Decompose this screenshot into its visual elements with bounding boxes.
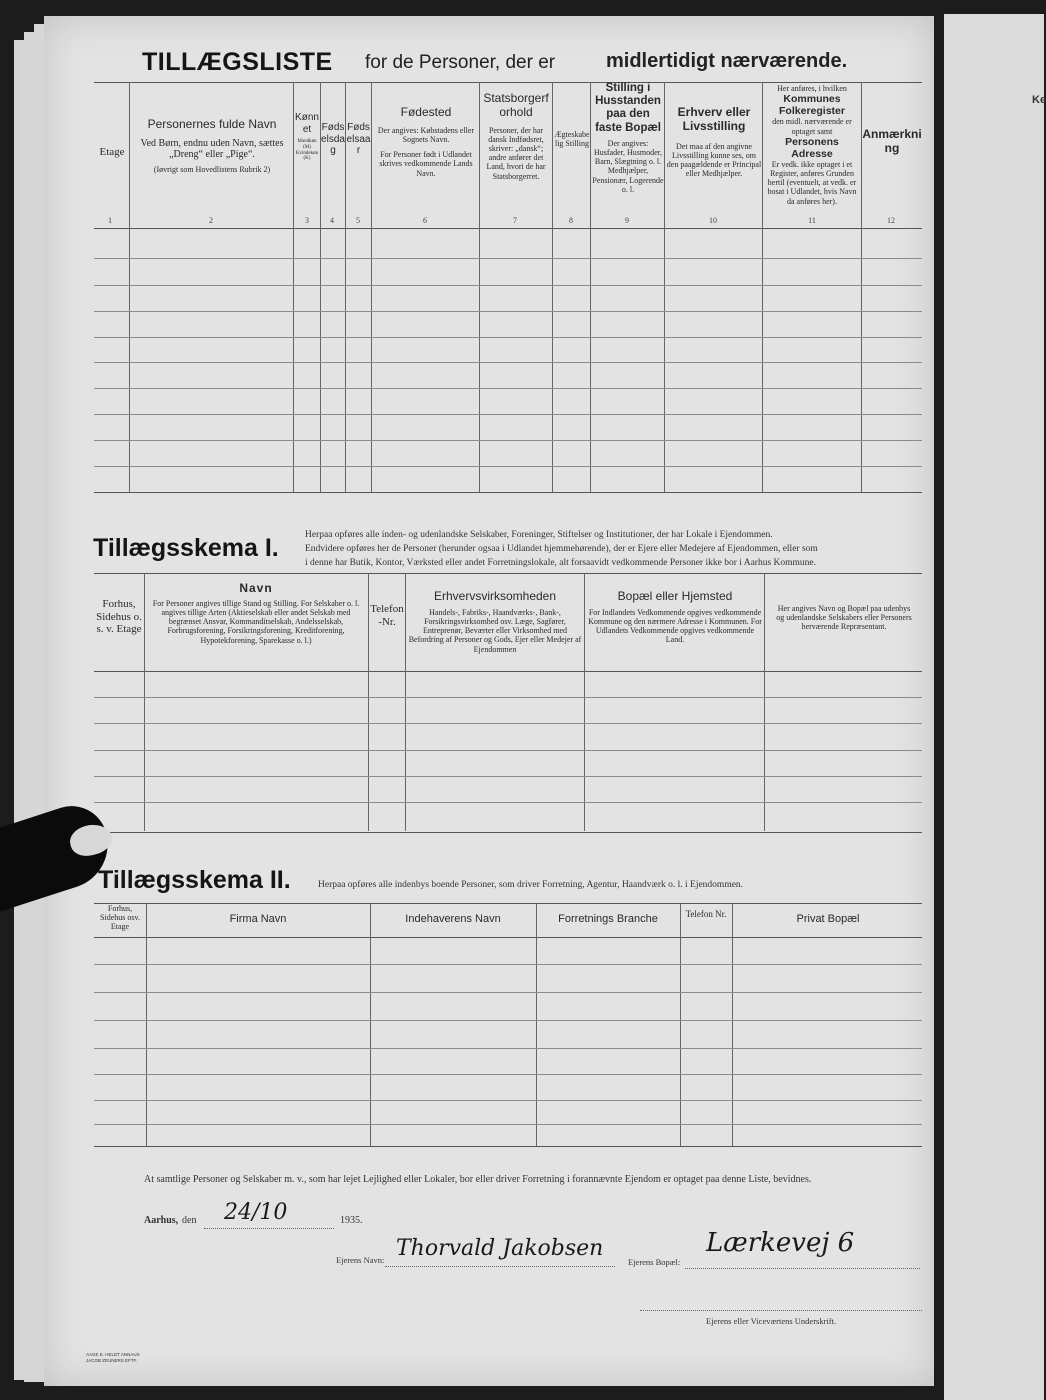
table-row-line (94, 388, 922, 389)
table-row-line (94, 337, 922, 338)
skema1-text-line1: Herpaa opføres alle inden- og udenlandske Selskaber, Foreninger, Stiftelser og Institutioner, der har Lokale i Ejendommen. (305, 530, 773, 540)
main-table-top (94, 82, 922, 83)
col-navn-note2: (Iøvrigt som Hovedlistens Rubrik 2) (153, 164, 271, 174)
col-divider (536, 903, 537, 1146)
table-row-line (94, 258, 922, 259)
skema2-col-etage: Forhus, Sidehus osv. Etage (100, 904, 140, 932)
main-table-bottom (94, 492, 922, 493)
main-title-right: midlertidigt nærværende. (606, 50, 848, 72)
skema1-col-navn-note: For Personer angives tillige Stand og Stilling. For Selskaber o. l. angives tillige Arten (Aktieselskab eller andet Selskab med begrænset Ansvar, Kommanditselskab, Andelsselskab, Forbrugsforening, Forsikringsforening, Kreditforening, Hypotekforening, Sparekasse o. l.) (152, 598, 360, 645)
skema2-col-branche: Forretnings Branche (558, 913, 658, 925)
skema1-col-bopael (587, 590, 763, 645)
skema1-col-erhverv (408, 590, 582, 654)
col-folkeregister-title2: Personens Adresse (785, 135, 839, 160)
printer-imprint: AAGE E. HELDT ANNAUS JACOB ZEUNERS EFTF. (86, 1352, 140, 1363)
skema1-text (305, 529, 925, 570)
main-table-header-bottom (94, 228, 922, 229)
skema1-header-bottom (94, 671, 922, 672)
signature-line (640, 1310, 922, 1311)
signature-caption: Ejerens eller Viceværtens Underskrift. (706, 1316, 837, 1326)
owner-address-label: Ejerens Bopæl: (628, 1257, 681, 1267)
table-row-line (94, 414, 922, 415)
col-fodested-note2: For Personer født i Udlandet skrives vedkommende Lands Navn. (379, 150, 473, 178)
col-divider (405, 573, 406, 831)
skema2-col-privat-bopael: Privat Bopæl (796, 913, 860, 925)
col-navn-note: Ved Børn, endnu uden Navn, sættes „Dreng“ eller „Pige“. (140, 137, 284, 161)
declaration-text: At samtlige Personer og Selskaber m. v., som har lejet Lejlighed eller Lokaler, bor eller driver Forretning i forannævnte Ejendom er optaget paa denne Liste, bevidnes. (144, 1174, 812, 1185)
skema1-col-bopael-title: Bopæl eller Hjemsted (617, 589, 733, 603)
table-row-line (94, 466, 922, 467)
col-anmaerkning-header: Anmærkning (862, 127, 922, 155)
col-statsborger-header (481, 92, 551, 181)
col-folkeregister-pre: Her anføres, i hvilken (777, 84, 847, 93)
col-folkeregister-header (764, 84, 860, 206)
main-title: TILLÆGSLISTE (142, 48, 333, 76)
table-row-line (94, 964, 922, 965)
skema2-table-bottom (94, 1146, 922, 1147)
date-line (204, 1228, 334, 1229)
col-navn-header (132, 118, 292, 174)
table-row-line (94, 440, 922, 441)
col-divider (129, 82, 130, 492)
skema2-text: Herpaa opføres alle indenbys boende Personer, som driver Forretning, Agentur, Haandværk o. l. i Ejendommen. (318, 880, 744, 890)
skema1-text-line3: i denne har Butik, Kontor, Værksted eller andet Forretningslokale, alt forsaavidt vedkommende Personer ikke bor i Aarhus Kommune. (305, 557, 817, 568)
col-fodested-note: Der angives: Købstadens eller Sognets Navn. (377, 125, 475, 144)
owner-name-signature: Thorvald Jakobsen (396, 1236, 604, 1261)
table-row-line (94, 697, 922, 698)
col-number: 5 (356, 216, 360, 225)
skema1-table-bottom (94, 832, 922, 833)
col-number: 3 (305, 216, 309, 225)
table-row-line (94, 750, 922, 751)
col-number: 1 (108, 216, 112, 225)
col-fodested-header (374, 106, 478, 178)
skema1-col-erhverv-note: Handels-, Fabriks-, Haandværks-, Bank-, Forsikringsvirksomhed osv. Læge, Sagfører, Entreprenør, Beværter eller Virksomhed med Befordring af Personer og Gods, Ejer eller Medejer af Ejendommen (408, 607, 582, 654)
skema2-title: Tillægsskema II. (98, 866, 291, 894)
col-number: 8 (569, 216, 573, 225)
skema2-col-indehaver: Indehaverens Navn (405, 913, 501, 925)
col-divider (584, 573, 585, 831)
col-divider (144, 573, 145, 831)
facing-page (944, 14, 1044, 1400)
table-row-line (94, 311, 922, 312)
col-erhverv-note: Det maa af den angivne Livsstilling kunne ses, om den paagældende er Principal eller Medhjælper. (666, 141, 762, 179)
skema1-text-line2: Endvidere opføres her de Personer (herunder ogsaa i Udlandet hjemmehørende), der er Ejere eller Medejere af Ejendommen, eller som (305, 543, 818, 554)
table-row-line (94, 1074, 922, 1075)
owner-name-line (385, 1266, 615, 1267)
skema1-col-telefon: Telefon-Nr. (370, 603, 404, 628)
col-fodselsdag-header: Fødselsdag (321, 122, 345, 156)
col-number: 4 (330, 216, 334, 225)
table-row-line (94, 285, 922, 286)
col-number: 2 (209, 216, 213, 225)
table-row-line (94, 1048, 922, 1049)
skema1-col-etage: Forhus, Sidehus o. s. v. Etage (96, 598, 142, 636)
owner-address-line (685, 1268, 920, 1269)
col-kon-note: Mandkøn (M) Kvindekøn (K) (295, 139, 319, 162)
skema1-table-top (94, 573, 922, 574)
place-label: Aarhus, (144, 1215, 179, 1226)
col-stilling-note: Der angives: Husfader, Husmoder, Barn, Slægtning o. l. Medhjælper, Pensionær, Logerende o. l. (592, 138, 664, 194)
col-divider (762, 82, 763, 492)
col-number: 7 (513, 216, 517, 225)
table-row-line (94, 723, 922, 724)
col-divider (764, 573, 765, 831)
table-row-line (94, 992, 922, 993)
col-divider (552, 82, 553, 492)
facing-page-fragment: Ke (1032, 94, 1046, 106)
col-erhverv-title: Erhverv eller Livsstilling (677, 105, 751, 133)
col-folkeregister-note: den midl. nærværende er optaget samt (772, 117, 852, 136)
col-fodselsaar-header: Fødselsaar (346, 122, 371, 156)
col-erhverv-header (666, 106, 762, 178)
col-kon-header (294, 112, 320, 162)
owner-name-label: Ejerens Navn: (336, 1255, 385, 1265)
col-divider (479, 82, 480, 492)
col-etage-header: Etage (99, 146, 125, 158)
table-row-line (94, 776, 922, 777)
skema2-col-telefon: Telefon Nr. (685, 909, 727, 919)
col-fodested-title: Fødested (400, 105, 452, 119)
table-row-line (94, 802, 922, 803)
skema1-col-navn-title: Navn (239, 581, 273, 595)
table-row-line (94, 362, 922, 363)
col-folkeregister-title: Kommunes Folkeregister (779, 93, 845, 118)
skema1-col-erhverv-title: Erhvervsvirksomheden (433, 589, 557, 603)
table-row-line (94, 1100, 922, 1101)
col-navn-title: Personernes fulde Navn (147, 117, 277, 131)
col-number: 11 (808, 216, 816, 225)
col-aegteskab-header: Ægteskabelig Stilling (554, 130, 590, 149)
table-row-line (94, 1020, 922, 1021)
col-divider (664, 82, 665, 492)
skema1-col-bopael-note: For Indlandets Vedkommende opgives vedkommende Kommune og den nærmere Adresse i Kommunen. For Udlandets Vedkommende opgives vedkommende Land. (588, 607, 762, 645)
col-divider (732, 903, 733, 1146)
skema1-col-navn (150, 582, 362, 645)
col-stilling-title: Stilling i Husstanden paa den faste Bopæl (595, 82, 661, 134)
skema1-title: Tillægsskema I. (93, 534, 279, 562)
col-divider (370, 903, 371, 1146)
col-divider (146, 903, 147, 1146)
year-label: 1935. (340, 1215, 363, 1226)
skema2-col-firma: Firma Navn (229, 913, 287, 925)
col-statsborger-title: Statsborgerforhold (483, 91, 549, 119)
col-divider (371, 82, 372, 492)
den-label: den (182, 1215, 197, 1226)
col-divider (680, 903, 681, 1146)
date-handwritten: 24/10 (224, 1200, 288, 1225)
table-row-line (94, 1124, 922, 1125)
col-folkeregister-note2: Er vedk. ikke optaget i et Register, anføres Grunden hertil (eventuelt, at vedk. er bosat i Udlandet, hvis Navn da anføres her). (767, 159, 857, 206)
col-number: 9 (625, 216, 629, 225)
col-number: 12 (887, 216, 895, 225)
main-title-mid: for de Personer, der er (365, 52, 556, 73)
col-kon-title: Kønnet (295, 112, 319, 135)
skema2-header-bottom (94, 937, 922, 938)
col-statsborger-note: Personer, der har dansk Indfødsret, skriver: „dansk“; andre anfører det Land, hvori de har Statsborgerret. (486, 125, 546, 181)
col-divider (590, 82, 591, 492)
owner-address-handwritten: Lærkevej 6 (706, 1228, 855, 1258)
col-stilling-header (592, 82, 664, 194)
col-number: 10 (709, 216, 717, 225)
skema2-table-top (94, 903, 922, 904)
skema1-col-repraesentant: Her angives Navn og Bopæl paa udenbys og udenlandske Selskabers eller Personers herværende Repræsentant. (776, 604, 912, 632)
col-number: 6 (423, 216, 427, 225)
